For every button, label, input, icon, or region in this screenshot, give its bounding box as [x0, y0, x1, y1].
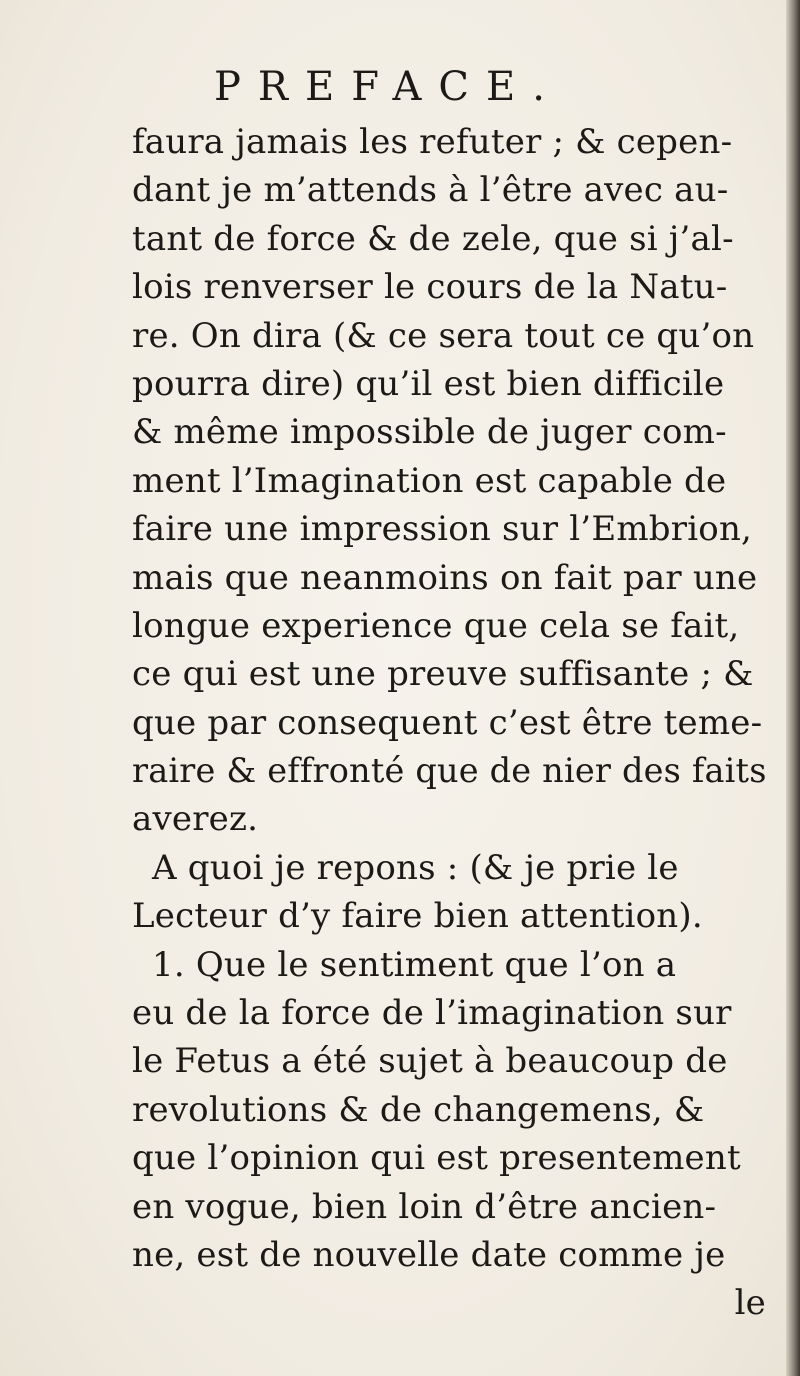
text-line: ce qui est une preuve suffisante ; & — [132, 654, 754, 695]
text-line: Lecteur d’y faire bien attention). — [132, 896, 703, 937]
text-line: eu de la force de l’imagination sur — [132, 993, 732, 1034]
text-line: pourra dire) qu’il est bien difficile — [132, 363, 725, 404]
body-text — [132, 118, 772, 1328]
text-line: re. On dira (& ce sera tout ce qu’on — [132, 315, 755, 356]
text-line: faire une impression sur l’Embrion, — [132, 509, 753, 550]
text-line: & même impossible de juger com- — [132, 412, 727, 453]
text-line: mais que neanmoins on fait par une — [132, 557, 758, 598]
text-line: averez. — [132, 799, 259, 840]
text-line: que l’opinion qui est presentement — [132, 1138, 741, 1179]
running-head: PREFACE. — [214, 64, 562, 110]
text-line: le Fetus a été sujet à beaucoup de — [132, 1041, 728, 1082]
text-line: ne, est de nouvelle date comme je — [132, 1234, 726, 1275]
text-line: en vogue, bien loin d’être ancien- — [132, 1186, 717, 1227]
text-line: que par consequent c’est être teme- — [132, 702, 763, 743]
text-line: lois renverser le cours de la Natu- — [132, 267, 728, 308]
text-line: raire & effronté que de nier des faits — [132, 751, 767, 791]
text-line: faura jamais les refuter ; & cepen- — [132, 122, 733, 162]
text-line: 1. Que le sentiment que l’on a — [152, 944, 677, 985]
text-line: tant de force & de zele, que si j’al- — [132, 218, 734, 259]
page-binding-edge — [786, 0, 800, 1376]
text-line: longue experience que cela se fait, — [132, 605, 740, 646]
text-line: revolutions & de changemens, & — [132, 1089, 705, 1130]
catchword: le — [734, 1283, 766, 1324]
text-line: ment l’Imagination est capable de — [132, 460, 727, 501]
text-line: A quoi je repons : (& je prie le — [152, 847, 679, 888]
text-line: dant je m’attends à l’être avec au- — [132, 170, 729, 211]
